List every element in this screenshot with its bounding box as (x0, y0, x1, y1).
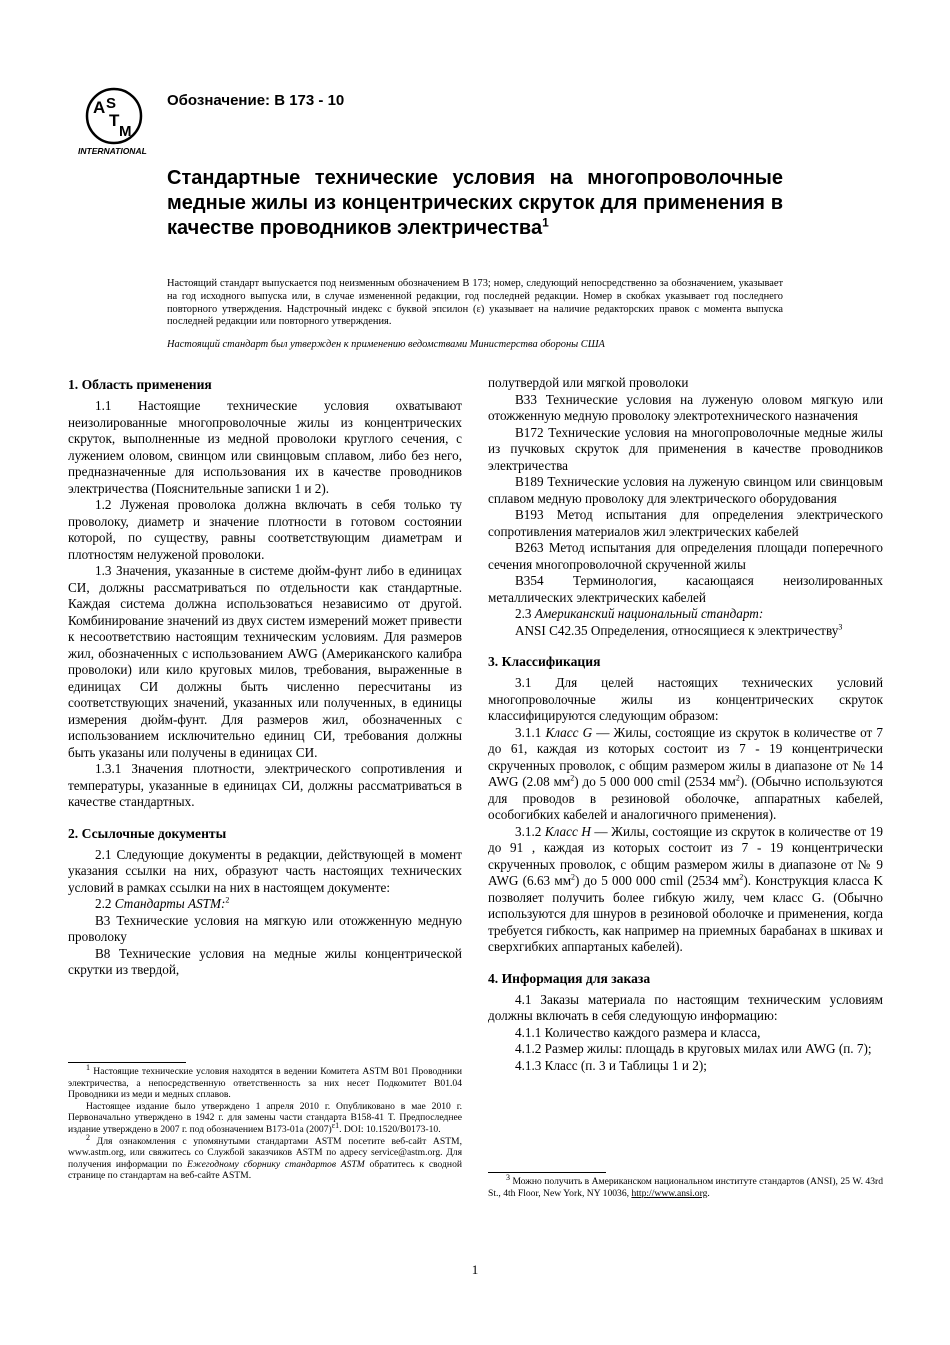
paragraph-1-2: 1.2 Луженая проволока должна включать в себя только ту проволоку, диаметр и значение плотности в готовом состоянии которой, по существу, равны соответствующим диаметрам и плотностям нелуженой проволоки. (68, 497, 462, 562)
paragraph-3-1-1: 3.1.1 Класс G — Жилы, состоящие из скруток в количестве от 7 до 61, каждая из которых состоит из 7 - 19 концентрически скрученных проволок, с общим размером жилы в диапазоне от № 14 AWG (2.08 $мм^2$) до 5 000 000 cmil (2534 $мм^2$). (Обычно используются для проводов в резиновой оболочке, аппаратных кабелей, особогибких кабелей и аналогичного применения). (488, 724, 884, 822)
svg-text:S: S (106, 95, 117, 112)
paragraph-2-3: 2.3 Американский национальный стандарт: (515, 606, 764, 621)
designation: Обозначение: B 173 - 10 (167, 92, 345, 109)
reference-b3: B3 Технические условия на мягкую или отожженную медную проволоку (68, 912, 462, 944)
ansi-link[interactable]: http://www.ansi.org (631, 1187, 708, 1199)
section-heading-references: 2. Ссылочные документы (68, 825, 227, 841)
footnote-3: $^3$ Можно получить в Американском национальном институте стандартов (ANSI), 25 W. 43rd St., 4th Floor, New York, NY 10036, http://www.ansi.org. (488, 1172, 883, 1199)
reference-b8: B8 Технические условия на медные жилы концентрической скрутки из твердой, (68, 945, 462, 977)
footnotes-right (488, 1172, 883, 1199)
reference-b193: B193 Метод испытания для определения электрического сопротивления материалов жил электрических кабелей (488, 507, 883, 539)
svg-text:A: A (93, 98, 106, 117)
paragraph-4-1-3: 4.1.3 Класс (п. 3 и Таблицы 1 и 2); (515, 1057, 707, 1073)
reference-b189: B189 Технические условия на луженую свинцом или свинцовым сплавом медную проволоку для электрического оборудования (488, 474, 883, 506)
reference-b33: B33 Технические условия на луженую оловом мягкую или отожженную медную проволоку электротехнического назначения (488, 391, 883, 423)
paragraph-4-1-1: 4.1.1 Количество каждого размера и класса, (515, 1024, 761, 1040)
svg-text:INTERNATIONAL: INTERNATIONAL (78, 146, 147, 156)
footnotes-left (68, 1062, 462, 1182)
paragraph-4-1: 4.1 Заказы материала по настоящим техническим условиям должны включать в себя следующую информацию: (488, 991, 883, 1023)
right-column (488, 375, 883, 1074)
left-column (68, 376, 462, 979)
svg-text:T: T (109, 111, 120, 130)
section-heading-classification: 3. Классификация (488, 654, 601, 669)
approval-note: Настоящий стандарт был утвержден к применению ведомствами Министерства обороны США (167, 339, 605, 350)
reference-b172: B172 Технические условия на многопроволочные медные жилы из пучковых скруток для применения в качестве проводников электричества (488, 424, 883, 473)
footnote-1: $^1$ Настоящие технические условия находятся в ведении Комитета ASTM B01 Проводники электричества, а непосредственную ответственность за них несет Подкомитет B01.04 Проводники из меди и медных сплавов. (68, 1062, 462, 1101)
intro-note: Настоящий стандарт выпускается под неизменным обозначением B 173; номер, следующий непосредственно за обозначением, указывает на год исходного выпуска или, в случае измененной редакции, год последней редакции. Номер в скобках указывает год последнего повторного утверждения. Надстрочный индекс с буквой эпсилон (ε) указывает на наличие редакторских правок с момента выпуска последней редакции или повторного утверждения. (167, 278, 783, 328)
astm-logo (76, 86, 156, 158)
reference-ansi: ANSI C42.35 Определения, относящиеся к электричеству$^3$ (515, 622, 843, 638)
paragraph-4-1-2: 4.1.2 Размер жилы: площадь в круговых милах или AWG (п. 7); (515, 1041, 872, 1056)
section-heading-scope: 1. Область применения (68, 377, 212, 392)
reference-b354: B354 Терминология, касающаяся неизолированных металлических электрических кабелей (488, 573, 883, 605)
svg-text:M: M (119, 123, 132, 140)
paragraph-3-1-2: 3.1.2 Класс H — Жилы, состоящие из скруток в количестве от 19 до 91 , каждая из которых состоит из 7 - 19 концентрически скрученных проволок, с общим размером жилы в диапазоне от № 9 AWG (6.63 $мм^2$) до 5 000 000 cmil (2534 $мм^2$). Конструкция класса K позволяет получить более гибкую жилу, чем класс G. (Обычно используются для шнуров в резиновой оболочке и применения, когда требуется гибкость, как например на приемных барабанах в шкивах и сверхгибких аппартаных кабелей). (488, 823, 883, 954)
footnote-1-edition: Настоящее издание было утверждено 1 апреля 2010 г. Опубликовано в мае 2010 г. Первоначально утверждено в 1942 г. для замены части стандарта B158-41 T. Предпоследнее издание утверждено в 2007 г. под обозначением B173-01a $(2007)^{\varepsilon 1}$. DOI: 10.1520/B0173-10. (68, 1100, 462, 1135)
paragraph-1-1: 1.1 Настоящие технические условия охватывают неизолированные многопроволочные жилы из концентрических скруток, выполненные из медной проволоки круглого сечения, с лужением оловом, свинцом или свинцовым сплавом, либо без него, предназначенные для использования их в качестве проводников электричества (Пояснительные записки 1 и 2). (68, 398, 462, 496)
document-title: Стандартные технические условия на многопроволочные медные жилы из концентрических скруток для применения в качестве проводников электричества$^1$ (167, 167, 783, 239)
paragraph-3-1: 3.1 Для целей настоящих технических условий многопроволочные жилы из концентрических скруток классифицируются следующим образом: (488, 675, 883, 723)
paragraph-2-1: 2.1 Следующие документы в редакции, действующей в момент указания ссылки на них, образуют часть настоящих технических условий в рамках ссылки на них в настоящем документе: (68, 846, 462, 895)
paragraph-1-3: 1.3 Значения, указанные в системе дюйм-фунт либо в единицах СИ, должны рассматриваться по отдельности как стандартные. Каждая система должна использоваться независимо от другой. Комбинирование значений из двух систем измерений может привести к несоответствию настоящим техническим условиям. Для размеров жил, обозначенных с использованием AWG (Американского калибра проволоки) или кило круговых милов, требования, выраженные в единицах СИ должны быть численно пересчитаны из соответствующих значений, указанных или полученных, в единицы измерения дюйм-фунт. Для размеров жил, обозначенных с использованием исключительно единиц СИ, требования должны быть указаны или получены в единицах СИ. (68, 563, 462, 760)
reference-b8-continued: полутвердой или мягкой проволоки (488, 375, 689, 390)
reference-b263: B263 Метод испытания для определения площади поперечного сечения многопроволочной скрученной жилы (488, 540, 883, 572)
paragraph-2-2: 2.2 Стандарты ASTM:$^2$ (95, 895, 230, 911)
page-number: 1 (471, 1262, 479, 1277)
section-heading-ordering: 4. Информация для заказа (488, 970, 651, 986)
paragraph-1-3-1: 1.3.1 Значения плотности, электрического сопротивления и температуры, указанные в единицах СИ, должны рассматриваться в качестве стандартных. (68, 761, 462, 809)
footnote-2: $^2$ Для ознакомления с упомянутыми стандартами ASTM посетите веб-сайт ASTM, www.astm.org, или свяжитесь со Службой заказчиков ASTM по адресу service@astm.org. Для получения информации по Ежегодному сборнику стандартов ASTM обратитесь к сводной странице по стандартам на веб-сайте ASTM. (68, 1132, 463, 1182)
